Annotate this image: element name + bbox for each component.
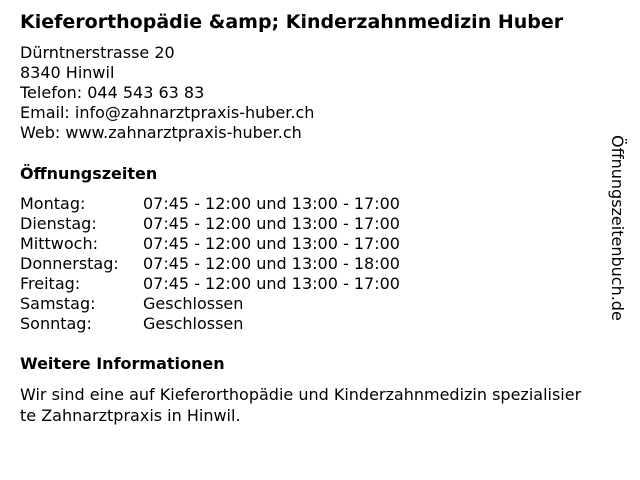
site-watermark: Öffnungszeitenbuch.de (608, 135, 627, 321)
day-label: Donnerstag: (20, 254, 119, 273)
more-info-heading: Weitere Informationen (20, 354, 225, 373)
day-label: Freitag: (20, 274, 81, 293)
day-label: Samstag: (20, 294, 96, 313)
info-line: te Zahnarztpraxis in Hinwil. (20, 406, 241, 425)
info-line: Wir sind eine auf Kieferorthopädie und Kinderzahnmedizin spezialisier (20, 385, 582, 404)
business-name: Kieferorthopädie &amp; Kinderzahnmedizin Huber (20, 11, 564, 33)
time-value: 07:45 - 12:00 und 13:00 - 17:00 (143, 234, 400, 253)
day-label: Dienstag: (20, 214, 97, 233)
time-value: Geschlossen (143, 314, 244, 333)
opening-hours-heading: Öffnungszeiten (20, 164, 158, 183)
day-label: Sonntag: (20, 314, 92, 333)
day-label: Montag: (20, 194, 86, 213)
email: Email: info@zahnarztpraxis-huber.ch (20, 103, 315, 122)
city: 8340 Hinwil (20, 63, 115, 82)
time-value: 07:45 - 12:00 und 13:00 - 18:00 (143, 254, 400, 273)
more-info-text (20, 384, 630, 426)
phone: Telefon: 044 543 63 83 (20, 83, 205, 102)
day-label: Mittwoch: (20, 234, 98, 253)
website: Web: www.zahnarztpraxis-huber.ch (20, 123, 302, 142)
time-value: 07:45 - 12:00 und 13:00 - 17:00 (143, 274, 400, 293)
time-value: Geschlossen (143, 294, 244, 313)
street-address: Dürntnerstrasse 20 (20, 43, 175, 62)
contact-block (20, 43, 314, 143)
time-value: 07:45 - 12:00 und 13:00 - 17:00 (143, 194, 400, 213)
time-value: 07:45 - 12:00 und 13:00 - 17:00 (143, 214, 400, 233)
